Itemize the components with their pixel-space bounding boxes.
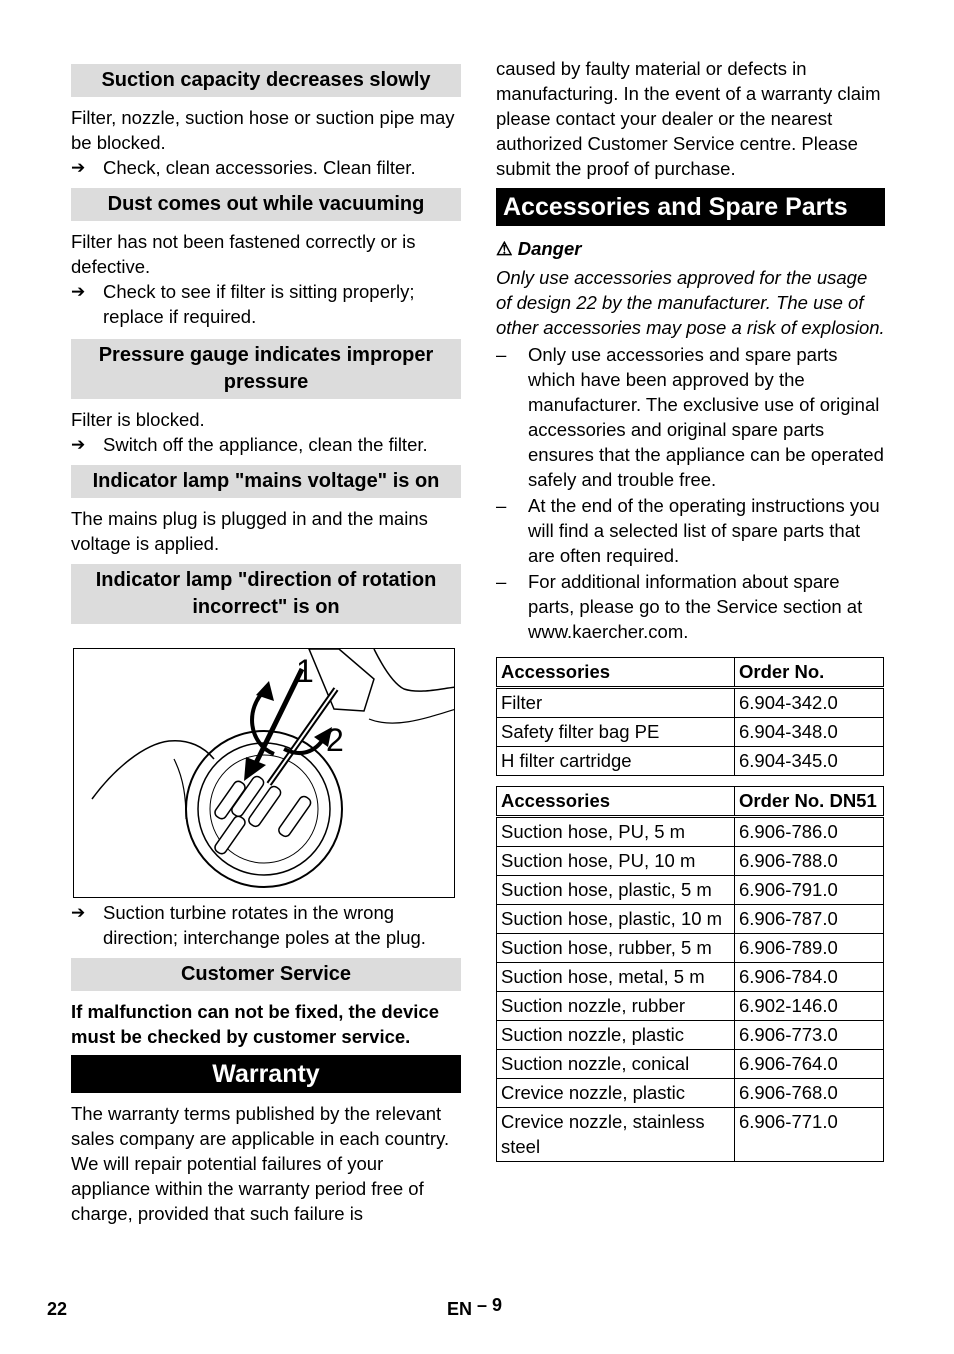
language-code: EN	[447, 1299, 473, 1319]
table-cell: Crevice nozzle, plastic	[497, 1079, 735, 1108]
table-header-cell: Order No.	[735, 658, 884, 688]
table-cell: 6.906-764.0	[735, 1050, 884, 1079]
plug-illustration	[73, 648, 455, 898]
table-header-row	[497, 658, 884, 688]
arrow-icon: ➔	[71, 282, 86, 301]
table-cell: 6.904-348.0	[735, 718, 884, 747]
heading-accessories: Accessories and Spare Parts	[496, 188, 885, 226]
table-row	[497, 963, 884, 992]
table-row	[497, 688, 884, 718]
table-row	[497, 1050, 884, 1079]
heading-pressure-gauge: Pressure gauge indicates improper pressure	[71, 339, 461, 399]
figure-label-1: 1	[296, 653, 314, 689]
list-item-text: Only use accessories and spare parts which have been approved by the manufacturer. The exclusive use of original accessories and original spare parts ensures that the appliance can be operated safely and trouble free.	[528, 344, 884, 490]
list-item	[496, 342, 885, 492]
table-cell: H filter cartridge	[497, 747, 735, 776]
table-cell: Suction hose, PU, 5 m	[497, 817, 735, 847]
paragraph-pressure-cause: Filter is blocked.	[71, 409, 205, 430]
table-row	[497, 876, 884, 905]
table-cell: 6.906-771.0	[735, 1108, 884, 1162]
table-cell: 6.904-342.0	[735, 688, 884, 718]
table-cell: Suction hose, PU, 10 m	[497, 847, 735, 876]
list-item	[496, 569, 885, 644]
table-cell: Suction hose, rubber, 5 m	[497, 934, 735, 963]
heading-suction-capacity: Suction capacity decreases slowly	[71, 64, 461, 97]
table-cell: Suction hose, plastic, 5 m	[497, 876, 735, 905]
table-cell: Suction nozzle, conical	[497, 1050, 735, 1079]
table-cell: Crevice nozzle, stainless steel	[497, 1108, 735, 1162]
right-column	[496, 56, 885, 1162]
arrow-icon: ➔	[71, 158, 86, 177]
paragraph-warranty-continued: caused by faulty material or defects in manufacturing. In the event of a warranty claim please contact your dealer or the nearest authorized Customer Service centre. Please submit the proof of purchase.	[496, 58, 881, 179]
list-item-text: At the end of the operating instructions you will find a selected list of spare parts that are often required.	[528, 495, 880, 566]
danger-text: Only use accessories approved for the usage of design 22 by the manufacturer. The use of other accessories may pose a risk of explosion.	[496, 267, 885, 338]
step-dust	[71, 279, 461, 329]
table-row	[497, 1079, 884, 1108]
warning-triangle-icon: ⚠	[496, 238, 513, 259]
left-column	[71, 56, 461, 1226]
table-cell: 6.902-146.0	[735, 992, 884, 1021]
table-cell: 6.906-768.0	[735, 1079, 884, 1108]
step-pressure	[71, 432, 461, 457]
paragraph-dust-cause: Filter has not been fastened correctly or is defective.	[71, 231, 416, 277]
table-cell: Filter	[497, 688, 735, 718]
table-cell: 6.906-784.0	[735, 963, 884, 992]
plug-drawing	[74, 649, 455, 898]
table-row	[497, 934, 884, 963]
paragraph-suction-cause: Filter, nozzle, suction hose or suction pipe may be blocked.	[71, 107, 455, 153]
dash-icon: –	[496, 344, 507, 365]
page-number: 22	[47, 1299, 68, 1319]
table-cell: Suction nozzle, rubber	[497, 992, 735, 1021]
step-suction-text: Check, clean accessories. Clean filter.	[103, 157, 416, 178]
table-cell: 6.906-773.0	[735, 1021, 884, 1050]
table-cell: 6.906-787.0	[735, 905, 884, 934]
accessories-table-2	[496, 786, 884, 1162]
list-item-text: For additional information about spare parts, please go to the Service section at www.kaercher.com.	[528, 571, 863, 642]
table-row	[497, 847, 884, 876]
table-header-cell: Order No. DN51	[735, 787, 884, 817]
table-cell: Suction hose, metal, 5 m	[497, 963, 735, 992]
table-cell: 6.904-345.0	[735, 747, 884, 776]
accessories-table-1	[496, 657, 884, 776]
table-row	[497, 747, 884, 776]
table-row	[497, 1021, 884, 1050]
heading-warranty: Warranty	[71, 1055, 461, 1093]
paragraph-warranty: The warranty terms published by the relevant sales company are applicable in each country. We will repair potential failures of your appliance within the warranty period free of charge, provided that such failure is	[71, 1103, 450, 1224]
table-row	[497, 718, 884, 747]
table-cell: 6.906-788.0	[735, 847, 884, 876]
table-cell: 6.906-789.0	[735, 934, 884, 963]
arrow-icon: ➔	[71, 435, 86, 454]
paragraph-customer-service: If malfunction can not be fixed, the device must be checked by customer service.	[71, 1001, 440, 1047]
dash-icon: –	[496, 571, 507, 592]
bullet-list	[496, 342, 885, 644]
danger-label-row	[496, 236, 885, 261]
step-rotation-text: Suction turbine rotates in the wrong direction; interchange poles at the plug.	[103, 902, 426, 948]
table-header-row	[497, 787, 884, 817]
table-row	[497, 905, 884, 934]
paragraph-mains-voltage: The mains plug is plugged in and the mains voltage is applied.	[71, 508, 428, 554]
list-item	[496, 493, 885, 568]
footer-language	[447, 1297, 502, 1322]
table-row	[497, 992, 884, 1021]
arrow-icon: ➔	[71, 903, 86, 922]
heading-dust: Dust comes out while vacuuming	[71, 188, 461, 221]
table-header-cell: Accessories	[497, 658, 735, 688]
step-suction	[71, 155, 461, 180]
sub-page-number: – 9	[477, 1295, 503, 1315]
step-dust-text: Check to see if filter is sitting properly; replace if required.	[103, 281, 415, 327]
heading-rotation: Indicator lamp "direction of rotation incorrect" is on	[71, 564, 461, 624]
heading-mains-voltage: Indicator lamp "mains voltage" is on	[71, 465, 461, 498]
table-row	[497, 817, 884, 847]
danger-label: Danger	[517, 238, 582, 259]
heading-customer-service: Customer Service	[71, 958, 461, 991]
step-pressure-text: Switch off the appliance, clean the filter.	[103, 434, 428, 455]
table-row	[497, 1108, 884, 1162]
table-cell: Suction hose, plastic, 10 m	[497, 905, 735, 934]
table-cell: Safety filter bag PE	[497, 718, 735, 747]
table-header-cell: Accessories	[497, 787, 735, 817]
table-cell: 6.906-791.0	[735, 876, 884, 905]
table-cell: Suction nozzle, plastic	[497, 1021, 735, 1050]
figure-label-2: 2	[326, 722, 344, 758]
dash-icon: –	[496, 495, 507, 516]
table-cell: 6.906-786.0	[735, 817, 884, 847]
step-rotation	[71, 900, 461, 950]
